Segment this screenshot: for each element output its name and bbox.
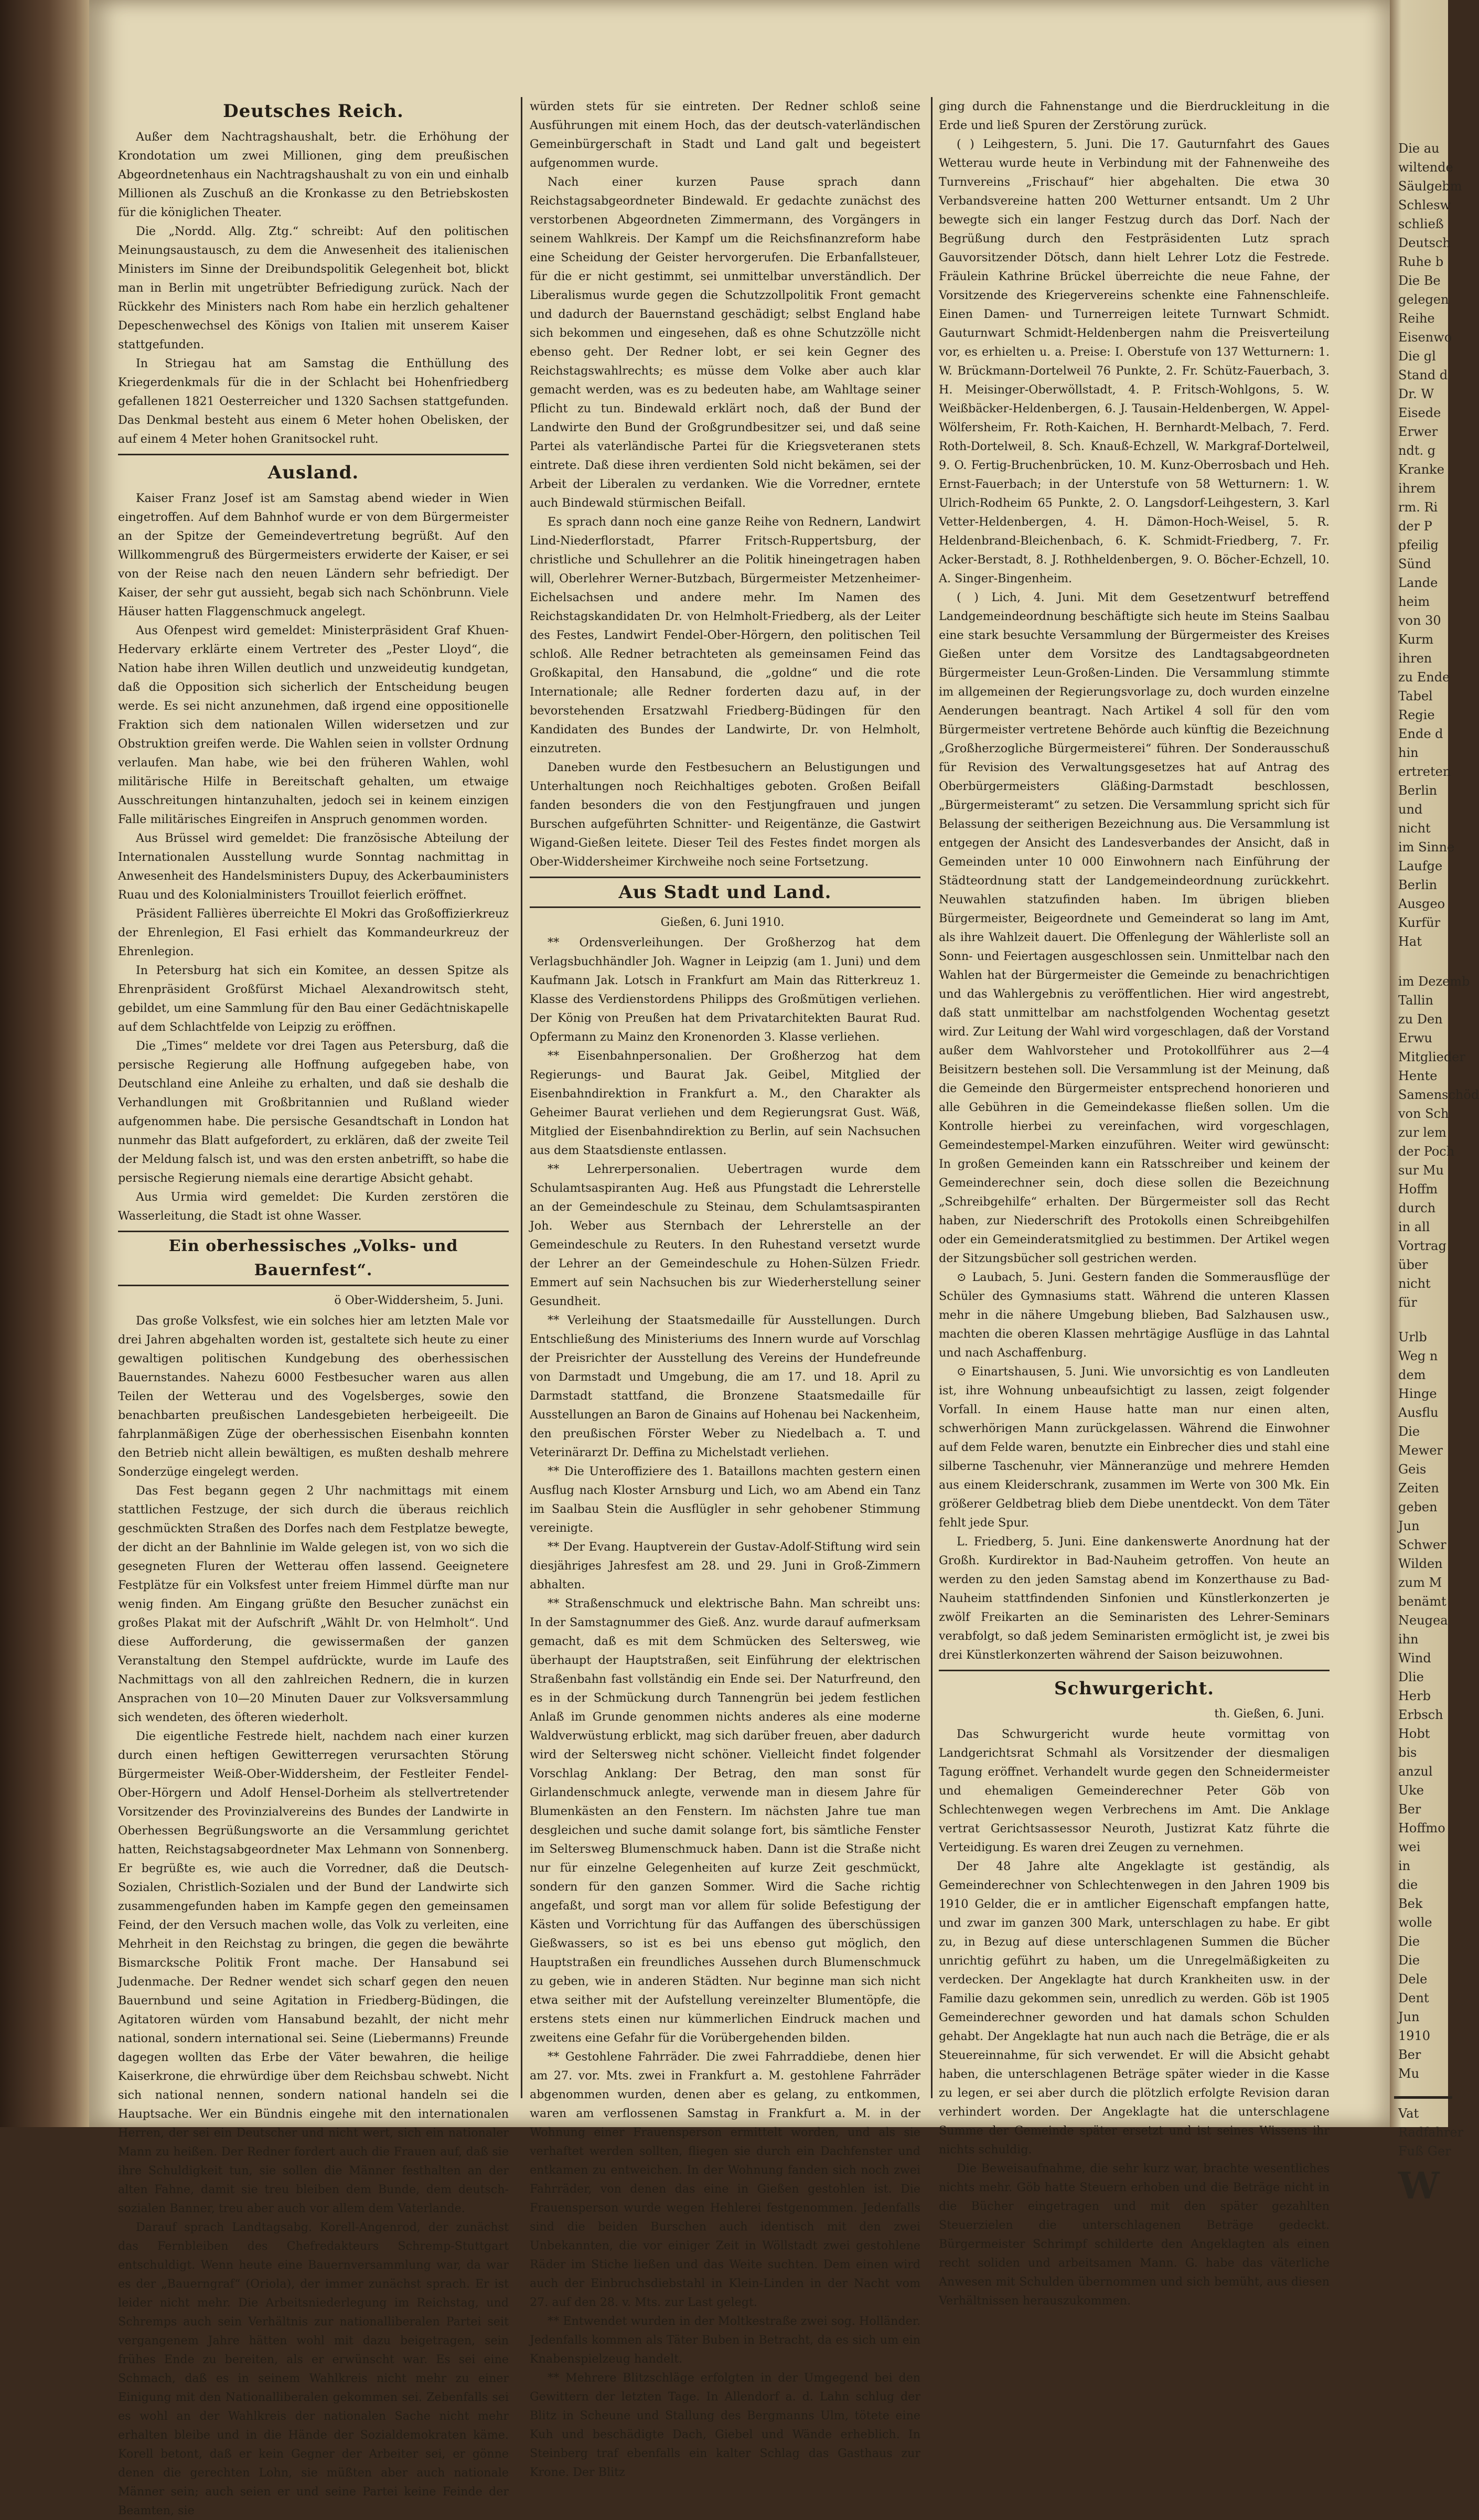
section-heading-aus-stadt-und-land: Aus Stadt und Land. (530, 877, 920, 908)
adjacent-page-fragment: zur lem (1398, 1125, 1446, 1140)
adjacent-page-fragment: Hente (1398, 1069, 1438, 1083)
news-item: ( ) Leihgestern, 5. Juni. Die 17. Gauturnfahrt des Gaues Wetterau wurde heute in Verbindung mit der Fahnenweihe des Turnvereins „Frischauf“ hier abgehalten. Die etwa 30 Verbandsvereine hatten 200 Wetturner entsandt. Um 2 Uhr bewegte sich ein langer Festzug durch das Dorf. Nach der Begrüßung durch den Festpräsidenten Lutz sprach Gauvorsitzender Dötsch, dann hielt Lehrer Lotz die Festrede. Fräulein Kathrine Brückel überreichte die neue Fahne, der Vorsitzende des Kriegervereins schenkte eine Fahnenschleife. Einen Damen- und Turnerreigen leitete Turnwart Schmidt. Gauturnwart Schmidt-Heldenbergen nahm die Preisverteilung vor, es erhielten u. a. Preise: I. Oberstufe von 137 Wetturnern: 1. W. Brückmann-Dortelweil 76 Punkte, 2. Fr. Schütz-Fauerbach, 3. H. Meisinger-Oberwöllstadt, 4. P. Fritsch-Wohlgons, 5. W. Weißbäcker-Heldenbergen, 6. J. Tausain-Heldenbergen, W. Appel-Wölfersheim, Fr. Roth-Kaichen, H. Bernhardt-Melbach, 7. Ferd. Roth-Dortelweil, 8. Sch. Knauß-Echzell, W. Markgraf-Dortelweil, 9. O. Fertig-Bruchenbrücken, 10. M. Kunz-Oberrosbach und Heh. Ernst-Fauerbach; in der Unterstufe von 58 Wetturnern: 1. W. Ulrich-Rodheim 65 Punkte, 2. O. Langsdorf-Leihgestern, 3. Karl Vetter-Heldenbergen, 4. H. Dämon-Hoch-Weisel, 5. R. Heldenbrand-Bleichenbach, 6. K. Schmidt-Friedberg, 7. Fr. Acker-Berstadt, 8. J. Rothheldenbergen, 9. O. Böcher-Echzell, 10. A. Singer-Bingenheim. (939, 137, 1330, 585)
section-divider (939, 1670, 1330, 1671)
news-item: ** Mehrere Blitzschläge erfolgten in der Umgegend bei den Gewittern der letzten Tage. In Allendorf a. d. Lahn schlug der Blitz in Scheune und Stallung des Bergmanns Ulm, tötete eine Kuh und beschädigte Dach, Giebel und Wände erheblich. In Steinberg traf ebenfalls ein kalter Schlag das Gasthaus zur Krone. Der Blitz (530, 2371, 920, 2479)
adjacent-page-fragment: Ausgeo (1398, 896, 1445, 911)
article-paragraph: In Striegau hat am Samstag die Enthüllung des Kriegerdenkmals für die in der Schlacht bei Hohenfriedberg gefallenen 1821 Oesterreicher und 1320 Sachsen stattgefunden. Das Denkmal besteht aus einem 6 Meter hohen Obelisken, der auf einem 4 Meter hohen Granitsockel ruht. (118, 357, 509, 446)
adjacent-page-fragment: Schwer (1398, 1537, 1446, 1552)
adjacent-page-fragment: Hat (1398, 934, 1422, 949)
news-item: ** Gestohlene Fahrräder. Die zwei Fahrraddiebe, denen hier am 27. vor. Mts. zwei in Frankfurt a. M. gestohlene Fahrräder abgenommen wurden, denen aber es gelang, zu entkommen, waren am verflossenen Samstag in Frankfurt a. M. in der Wohnung einer Frauensperson ermittelt worden, und als sie verhaftet werden sollten, fliegen sie durch ein Dachfenster und entkamen zu entweichen. In der Wohnung fanden sich noch zwei Fahrräder, von denen das eine in Gießen gestohlen ist. Die Frauensperson wurde wegen Hehlerei festgenommen. Jedenfalls sind die beiden Burschen auch identisch mit den zwei Unbekannten, die vor einiger Zeit in Wöllstadt zwei gestohlene Räder im Stiche ließen und das Weite suchten. Dem einen wird auch der Einbruchsdiebstahl in Klein-Linden in der Nacht vom 27. auf den 28. v. Mts. zur Last gelegt. (530, 2050, 920, 2309)
adjacent-page-fragment: hin (1398, 745, 1419, 760)
adjacent-page-fragment: der Poch (1398, 1144, 1455, 1159)
adjacent-page-fragment: Ruhe b (1398, 254, 1444, 269)
adjacent-page-fragment: Die (1398, 1424, 1420, 1439)
adjacent-page-fragment: wolle (1398, 1915, 1432, 1930)
adjacent-page-fragment: anzul (1398, 1764, 1433, 1779)
adjacent-page-fragment: Zeiten (1398, 1481, 1439, 1496)
adjacent-page-fragment: Jun (1398, 2010, 1420, 2024)
dateline: th. Gießen, 6. Juni. (1214, 1707, 1324, 1721)
adjacent-page-fragment: Mitglieder (1398, 1050, 1465, 1064)
adjacent-page-fragment: für (1398, 1295, 1417, 1310)
adjacent-page-fragment: Die au (1398, 141, 1440, 156)
adjacent-page-fragment: durch (1398, 1201, 1436, 1215)
adjacent-page-fragment: Jun (1398, 1519, 1420, 1533)
article-paragraph: Die eigentliche Festrede hielt, nachdem nach einer kurzen durch einen heftigen Gewitterregen verursachten Störung Bürgermeister Weiß-Ober-Widdersheim, der Festleiter Fendel-Ober-Hörgern und Adolf Hensel-Dorheim als stellvertretender Vorsitzender des Provinzialvereins des Bundes der Landwirte in Oberhessen Begrüßungsworte an die Versammlung gerichtet hatten, Reichstagsabgeordneter Max Lehmann von Sonnenberg. Er begrüßte es, wie auch die Vorredner, daß die Deutsch-Sozialen, Christlich-Sozialen und der Bund der Landwirte sich zusammengefunden haben im Kampfe gegen den gemeinsamen Feind, der den Versuch machen wolle, das Volk zu verleiten, eine Mehrheit in den Reichstag zu bringen, die gegen die bewährte Bismarcksche Politik Front mache. Der Hansabund sei Judenmache. Der Redner wendet sich scharf gegen den neuen Bauernbund und seine Agitation in Friedberg-Büdingen, die Agitatoren würden vom Hansabund bezahlt, der nicht mehr national, sondern international sei. Seine (Liebermanns) Freunde dagegen wollten das Erbe der Väter bewahren, die heilige Kaiserkrone, die ehrwürdige über dem Reichsbau schwebt. Nicht sich national nennen, sondern national handeln sei die Hauptsache. Wer ein Bündnis eingehe mit den internationalen Herren, der sei ein Deutscher und nicht wert, sich ein nationaler Mann zu heißen. Der Redner fordert auch die Frauen auf, daß sie ihre Schuldigkeit tun, sie sollen die Männer festhalten an der alten Fahne, damit sie treu bleiben dem Bunde, dem deutsch-sozialen Banner, treu aber auch vor allem dem Vaterlande. (118, 1729, 509, 2215)
adjacent-page-fragment: Ber (1398, 1802, 1421, 1817)
adjacent-page-fragment: in (1398, 1859, 1411, 1873)
article-heading-volksfest: Ein oberhessisches „Volks- und Bauernfest“. (118, 1231, 509, 1286)
article-paragraph: Aus Ofenpest wird gemeldet: Ministerpräsident Graf Khuen-Hedervary erklärte einem Vertreter des „Pester Lloyd“, die Nation habe ihren Willen deutlich und unzweideutig kundgetan, daß die Opposition sich sicherlich der Entscheidung beugen werde. Es sei nicht anzunehmen, daß irgend eine oppositionelle Fraktion sich dem nationalen Willen widersetzen und zur Obstruktion greifen werde. Die Wahlen seien in vollster Ordnung verlaufen. Man habe, wie bei den früheren Wahlen, wohl militärische Hilfe in Bereitschaft gehalten, um etwaige Ausschreitungen hintanzuhalten, jedoch sei in keinem einzigen Falle militärisches Eingreifen in Anspruch genommen worden. (118, 624, 509, 826)
adjacent-page-fragment: Hinge (1398, 1386, 1437, 1401)
column-3 (939, 97, 1330, 2308)
adjacent-page-fragment: Dent (1398, 1991, 1429, 2005)
article-paragraph: Das Schwurgericht wurde heute vormittag von Landgerichtsrat Schmahl als Vorsitzender der diesmaligen Tagung eröffnet. Verhandelt wurde gegen den Schneidermeister und ehemaligen Gemeinderechner Peter Göb von Schlechtenwegen wegen Verbrechens im Amt. Die Anklage vertrat Gerichtsassessor Neuroth, Justizrat Katz führte die Verteidigung. Es waren drei Zeugen zu vernehmen. (939, 1727, 1330, 1854)
article-paragraph: Die „Times“ meldete vor drei Tagen aus Petersburg, daß die persische Regierung alle Hoffnung aufgegeben habe, von Deutschland eine Anleihe zu erhalten, und daß sie deshalb die Verhandlungen mit Großbritannien und Rußland wieder aufgenommen habe. Die persische Gesandtschaft in London hat nunmehr das Blatt aufgefordert, zu erklären, daß der zweite Teil der Meldung falsch ist, und was den ersten anbetrifft, so habe die persische Regierung niemals eine derartige Absicht gehabt. (118, 1039, 509, 1185)
adjacent-page-fragment: der P (1398, 519, 1432, 533)
book-binding (0, 0, 89, 2127)
adjacent-page-fragment: Eisenwo (1398, 330, 1452, 345)
column-divider (521, 97, 522, 2098)
adjacent-page-fragment: Berlin (1398, 878, 1438, 892)
section-heading-ausland: Ausland. (267, 462, 359, 483)
adjacent-page-fragment: Neugea (1398, 1613, 1448, 1628)
adjacent-page-fragment: Bek (1398, 1896, 1423, 1911)
adjacent-page-fragment: Tabel (1398, 689, 1433, 703)
adjacent-page-fragment: im Dezemb (1398, 974, 1470, 989)
adjacent-page-fragment: von 30 (1398, 613, 1441, 628)
adjacent-page-fragment: Ausflu (1398, 1405, 1439, 1420)
adjacent-page-fragment: Hoffmo (1398, 1821, 1445, 1835)
section-heading-schwurgericht: Schwurgericht. (1054, 1678, 1215, 1699)
adjacent-page-fragment: benämt (1398, 1594, 1446, 1609)
adjacent-page-fragment: Kurfür (1398, 915, 1441, 930)
news-item: ** Eisenbahnpersonalien. Der Großherzog hat dem Regierungs- und Baurat Jak. Geibel, Mitglied der Eisenbahndirektion in Frankfurt a. M., den Charakter als Geheimer Baurat verliehen und dem Regierungsrat Gust. Wäß, Mitglied der Eisenbahndirektion zu Berlin, auf sein Nachsuchen aus dem Staatsdienste entlassen. (530, 1049, 920, 1157)
section-heading-deutsches-reich: Deutsches Reich. (223, 101, 404, 122)
adjacent-page-fragment: Die gl (1398, 349, 1436, 364)
adjacent-page-fragment: Wilden (1398, 1556, 1443, 1571)
news-item: ** Entwendet wurden in der Moltkestraße zwei sog. Holländer. Jedenfalls kommen als Täter Buben in Betracht, da es sich um ein Knabenspielzeug handelt. (530, 2314, 920, 2366)
adjacent-page-fragment: Erbsch (1398, 1707, 1443, 1722)
news-item: ⊙ Laubach, 5. Juni. Gestern fanden die Sommerausflüge der Schüler des Gymnasiums statt. Während die unteren Klassen mehr in die nähere Umgebung blieben, Bad Salzhausen usw., machten die oberen Klassen mehrtägige Ausflüge in das Lahntal und nach Aschaffenburg. (939, 1270, 1330, 1360)
adjacent-page-fragment: Mu (1398, 2066, 1420, 2081)
adjacent-page-fragment: Reihe (1398, 311, 1435, 326)
adjacent-page-fragment: Die (1398, 1953, 1420, 1968)
adjacent-page-fragment: Erwu (1398, 1031, 1432, 1045)
adjacent-page-fragment: Erwer (1398, 424, 1438, 439)
dateline: Gießen, 6. Juni 1910. (660, 916, 785, 929)
article-paragraph: Nach einer kurzen Pause sprach dann Reichstagsabgeordneter Bindewald. Er gedachte zunächst des verstorbenen Abgeordneten Zimmermann, des Vorgängers in seinem Wahlkreis. Der Kampf um die Reichsfinanzreform habe eine Scheidung der Geister hervorgerufen. Die Erbanfallsteuer, für die er nicht gestimmt, sei unmittelbar unverständlich. Der Liberalismus wurde gegen die Schutzzollpolitik Front gemacht und dadurch der Bauernstand geschädigt; selbst England habe sich bekommen und eingesehen, daß es ohne Schutzzölle nicht ebenso geht. Der Redner lobt, er sei kein Gegner des Reichstagswahlrechts; es müsse dem Volke aber auch klar gemacht werden, was es zu bedeuten habe, am Wahltage seiner Pflicht zu tun. Bindewald erklärt noch, daß der Bund der Landwirte den Bund der Großgrundbesitzer sei, und daß seine Partei als vaterländische Partei für die Kriegsveteranen stets eintrete. Daß diese ihren verdienten Sold nicht bekämen, sei der Arbeit der Liberalen zu verdanken. Wie die Vorredner, erntete auch Bindewald stürmischen Beifall. (530, 175, 920, 510)
adjacent-page-fragment: Urlb (1398, 1330, 1427, 1344)
adjacent-page-fragment: Eisede (1398, 405, 1441, 420)
adjacent-page-fragment: sur Mu (1398, 1163, 1444, 1178)
adjacent-page-fragment: Vortrag (1398, 1238, 1446, 1253)
article-paragraph: Das große Volksfest, wie ein solches hier am letzten Male vor drei Jahren abgehalten worden ist, gestaltete sich heute zu einer gewaltigen politischen Kundgebung des oberhessischen Bauernstandes. Nahezu 6000 Festbesucher waren aus allen Teilen der Wetterau und des Vogelsberges, sowie den benachbarten preußischen Landesgebieten herbeigeeilt. Die fahrplanmäßigen Züge der oberhessischen Eisenbahn konnten den Betrieb nicht allein bewältigen, es mußten deshalb mehrere Sonderzüge eingelegt werden. (118, 1314, 509, 1479)
dateline: ö Ober-Widdersheim, 5. Juni. (334, 1294, 503, 1307)
adjacent-page-fragment: wei (1398, 1840, 1421, 1854)
column-2 (530, 97, 920, 2479)
news-item: ( ) Lich, 4. Juni. Mit dem Gesetzentwurf betreffend Landgemeindeordnung beschäftigte sich heute im Steins Saalbau eine stark besuchte Versammlung der Bürgermeister des Kreises Gießen unter dem Vorsitze des Landtagsabgeordneten Bürgermeister Leun-Großen-Linden. Die Versammlung stimmte im allgemeinen der Regierungsvorlage zu, doch wurden einzelne Aenderungen beantragt. Nach Artikel 4 soll für den vom Bürgermeister vertretene Behörde auch künftig die Bezeichnung „Großherzogliche Bürgermeisterei“ führen. Der Sonderausschuß für Revision des Verwaltungsgesetzes hat auf Antrag des Oberbürgermeisters Gläßing-Darmstadt beschlossen, „Bürgermeisteramt“ zu setzen. Die Versammlung spricht sich für Belassung der seitherigen Bezeichnung aus. Die Versammlung ist entgegen der Ansicht des Landesverbandes der Ansicht, daß in Gemeinden unter 10 000 Einwohnern nach Einführung der Städteordnung statt der Landgemeindeordnung zurückkehrt. Neuwahlen statzufinden haben. Im übrigen blieben Bürgermeister, Beigeordnete und Gemeinderat so lang im Amt, als ihre Wahlzeit dauert. Die Offenlegung der Wählerliste soll an Sonn- und Feiertagen ausgeschlossen sein. Unmittelbar nach den Wahlen hat der Bürgermeister die Gemeinde zu benachrichtigen und das Wahlergebnis zu veröffentlichen. Hier wird angestrebt, daß statt unmittelbar am nachstfolgenden Wochentag gesetzt wird. Zur Leitung der Wahl wird vorgeschlagen, daß der Vorstand außer dem Wahlvorsteher und Protokollführer aus 2—4 Beisitzern bestehen soll. Die Versammlung ist der Meinung, daß die Gemeinde den Bürgermeister entsprechend honorieren und alle Gebühren in die Gemeindekasse fließen sollen. Um die Kontrolle hierbei zu vereinfachen, wird vorgeschlagen, Gemeindestempel-Marken einzuführen. Weiter wird gewünscht: In großen Gemeinden kann ein Ratsschreiber und keinem der Gemeinderechner sein, doch diese sollen die Bezeichnung „Schreibgehilfe“ erhalten. Der Bürgermeister soll das Recht haben, zur Niederschrift des Protokolls einen Schreibgehilfen oder ein Gemeinderatsmitglied zu bestimmen. Der Artikel wegen der Sitzungsbücher soll gestrichen werden. (939, 591, 1330, 1265)
article-paragraph: Aus Urmia wird gemeldet: Die Kurden zerstören die Wasserleitung, die Stadt ist ohne Wasser. (118, 1190, 509, 1223)
adjacent-page-fragment: Schlesw (1398, 198, 1451, 212)
adjacent-page-fragment: und (1398, 802, 1423, 817)
adjacent-page-fragment: Herb (1398, 1689, 1431, 1703)
adjacent-page-fragment: Stand d (1398, 368, 1448, 382)
adjacent-page-fragment: Dlie (1398, 1670, 1424, 1684)
article-paragraph: Kaiser Franz Josef ist am Samstag abend wieder in Wien eingetroffen. Auf dem Bahnhof wurde er von dem Bürgermeister an der Spitze der Gemeindevertretung begrüßt. Auf den Willkommengruß des Bürgermeisters erwiderte der Kaiser, er sei von der Reise nach den neuen Ländern sehr befriedigt. Der Kaiser, der sehr gut aussieht, begab sich nach Schönbrunn. Viele Häuser hatten Flaggenschmuck angelegt. (118, 492, 509, 618)
adjacent-page-fragment: Die (1398, 1934, 1420, 1949)
news-item: ** Die Unteroffiziere des 1. Bataillons machten gestern einen Ausflug nach Kloster Arnsburg und Lich, wo am Abend ein Tanz im Saalbau Stein die Ausflügler in sehr gehobener Stimmung vereinigte. (530, 1465, 920, 1535)
adjacent-page-fragment: Deutsch (1398, 236, 1451, 250)
adjacent-page-fragment: Wind (1398, 1651, 1431, 1665)
adjacent-page-fragment: im Sinne (1398, 840, 1455, 855)
news-item: ** Verleihung der Staatsmedaille für Ausstellungen. Durch Entschließung des Ministeriums des Innern wurde auf Vorschlag der Preisrichter der Ausstellung des Vereins der Hundefreunde von Darmstadt und Umgebung, die am 17. und 18. April zu Darmstadt stattfand, die Bronzene Staatsmedaille für Ausstellungen an Baron de Ginains auf Hohenau bei Nackenheim, den preußischen Förster Weber zu Niedelbach a. T. und Veterinärarzt Dr. Deffina zu Michelstadt verliehen. (530, 1314, 920, 1459)
news-item: ** Der Evang. Hauptverein der Gustav-Adolf-Stiftung wird sein diesjähriges Jahresfest am 28. und 29. Juni in Groß-Zimmern abhalten. (530, 1540, 920, 1592)
adjacent-page-fragment: Sünd (1398, 557, 1431, 571)
adjacent-page-fragment: bis (1398, 1745, 1417, 1760)
article-paragraph: Die Beweisaufnahme, die sehr kurz war, brachte wesentliches nichts mehr. Göb hatte Steuern erhoben und die Beträge nicht in die Bücher eingetragen und mit den später gezahlten Steuerzielen die unterschlagenen Beträge gedeckt. Bürgermeister Schrimpf schilderte den Angeklagten als einen recht soliden und arbeitsamen Mann. G. habe das väterliche Anwesen mit Schulden übernommen und sich bemüht, aus diesen Verhältnissen herauszukommen. (939, 2162, 1330, 2308)
adjacent-page-fragment: zu Ende (1398, 670, 1450, 685)
adjacent-page-fragment: wiltende (1398, 160, 1453, 175)
article-paragraph: Der 48 Jahre alte Angeklagte ist geständig, als Gemeinderechner von Schlechtenwegen in den Jahren 1909 bis 1910 Gelder, die er in amtlicher Eigenschaft empfangen hatte, und zwar im ganzen 300 Mark, unterschlagen zu habe. Er gibt zu, in Bezug auf diese unterschlagenen Summen die Bücher unrichtig geführt zu haben, um die Unregelmäßigkeiten zu verdecken. Der Angeklagte hat durch Krankheiten usw. in der Familie dazu gekommen sein, unredlich zu werden. Göb ist 1905 Gemeinderechner geworden und hat damals schon Schulden gehabt. Der Angeklagte hat nun auch nach die Beträge, die er als Steuereinnahme, für sich verwendet. Er will die Absicht gehabt haben, die unterschlagenen Beträge später wieder in die Kasse zu legen, er sei aber durch die plötzlich erfolgte Revision daran verhindert worden. Der Angeklagte hat die unterschlagene Summe der Gemeinde später ersetzt und ist seines Wissens ihr nichts schuldig. (939, 1860, 1330, 2156)
adjacent-page-fragment: zum M (1398, 1575, 1442, 1590)
adjacent-page-fragment: geben (1398, 1500, 1438, 1514)
adjacent-page-fragment: 1910 (1398, 2028, 1431, 2043)
adjacent-page-text (1394, 0, 1479, 2207)
adjacent-page-fragment: von Sch (1398, 1106, 1449, 1121)
adjacent-page-fragment: Samenschöd (1398, 1087, 1479, 1102)
adjacent-page-fragment: nicht (1398, 821, 1431, 836)
article-paragraph: Darauf sprach Landtagsabg. Korell-Angenrod, der zunächst das Fernbleiben des Chefredakteurs Schremp-Stuttgart entschuldigt. Wenn heute eine Bauernversammlung war, da war es der „Bauerngraf“ (Oriola), der immer zunächst sprach. Er ist leider nicht mehr. Die Arbeitsniederlegung im Reichstag, und Schremps auch sein Verhältnis zur nationalliberalen Partei seit vergangenem Jahre hätten wohl mit dazu beigetragen, sein frühes Ende zu bereiten, als er erwünscht war. Es sei eine Schmach, daß es in seinem Wahlkreis nicht mehr zu einer Einigung mit den Nationalliberalen gekommen sei. Zebenfalls sei es wohl an der Wahlkreis der nationalen Sache nicht mehr erhalten bleibe und in die Hände der Sozialdemokraten käme. Korell betont, daß er kein Gegner der Arbeiter sei, er gönne denen die gerechten Lohn, sie müßten aber auch nationale Männer sein; auch seien er und seine Partei keine Feinde der Beamten, sie (118, 2220, 509, 2517)
adjacent-page-ad-fragment: Radfahrer (1398, 2125, 1464, 2140)
adjacent-page-fragment: Säulgebm (1398, 179, 1462, 194)
article-paragraph: würden stets für sie eintreten. Der Redner schloß seine Ausführungen mit einem Hoch, das der deutsch-vaterländischen Gemeinbürgerschaft in Stadt und Land galt und begeistert aufgenommen wurde. (530, 100, 920, 170)
adjacent-page-ad-fragment: Vat (1398, 2106, 1419, 2121)
article-paragraph: Außer dem Nachtragshaushalt, betr. die Erhöhung der Krondotation um zwei Millionen, ging dem preußischen Abgeordnetenhaus ein Nachtragshaushalt zu von ein und einhalb Millionen als Zuschuß an die Kronkasse zu den Betriebskosten für die königlichen Theater. (118, 130, 509, 219)
article-paragraph: Die „Nordd. Allg. Ztg.“ schreibt: Auf den politischen Meinungsaustausch, zu dem die Anwesenheit des italienischen Ministers im Sinne der Dreibundspolitik Gelegenheit bot, blickt man in Berlin mit ungetrübter Befriedigung zurück. Nach der Rückkehr des Ministers nach Rom habe ein herzlich gehaltener Depeschenwechsel des Königs von Italien mit unserem Kaiser stattgefunden. (118, 225, 509, 351)
adjacent-page-fragment: Kurm (1398, 632, 1434, 647)
adjacent-page-fragment: ihn (1398, 1632, 1419, 1647)
adjacent-page-fragment: pfeilig (1398, 538, 1439, 552)
article-paragraph: Aus Brüssel wird gemeldet: Die französische Abteilung der Internationalen Ausstellung wurde Sonntag nachmittag in Anwesenheit des Handelsministers Dupuy, des Ackerbauministers Ruau und des Kolonialministers Trouillot feierlich eröffnet. (118, 831, 509, 902)
news-item: L. Friedberg, 5. Juni. Eine dankenswerte Anordnung hat der Großh. Kurdirektor in Bad-Nauheim getroffen. Von heute an werden zu den jeden Samstag abend im Konzerthause zu Bad-Nauheim stattfindenden Sinfonien und Künstlerkonzerten je zwölf Freikarten an die Seminaristen des Lehrer-Seminars verabfolgt, so daß jedem Seminaristen ermöglicht ist, je zwei bis drei Künstlerkonzerten während der Saison beizuwohnen. (939, 1535, 1330, 1662)
adjacent-page-fragment: Berlin (1398, 783, 1438, 798)
adjacent-page-fragment: Hobt (1398, 1726, 1430, 1741)
adjacent-page-ad-fragment: Fuß Ger (1398, 2144, 1451, 2159)
adjacent-page-fragment: rm. Ri (1398, 500, 1438, 515)
news-item: ⊙ Einartshausen, 5. Juni. Wie unvorsichtig es von Landleuten ist, ihre Wohnung unbeaufsichtigt zu lassen, zeigt folgender Vorfall. In einem Hause hatte man nur einen alten, schwerhörigen Mann zurückgelassen. Während die Einwohner auf dem Felde waren, benutzte ein Einbrecher dies und stahl eine silberne Taschenuhr, vier Männeranzüge und mehrere Hemden aus einem Kleiderschrank, zusammen im Werte von 300 Mk. Ein größerer Geldbetrag blieb dem Diebe unentdeckt. Von dem Täter fehlt jede Spur. (939, 1365, 1330, 1530)
adjacent-page-fragment: in all (1398, 1220, 1430, 1234)
adjacent-page-fragment: nicht (1398, 1276, 1431, 1291)
adjacent-page-fragment: Kranke (1398, 462, 1444, 477)
article-paragraph: Das Fest begann gegen 2 Uhr nachmittags mit einem stattlichen Festzuge, der sich durch die überaus reichlich geschmückten Straßen des Dorfes nach dem Festplatze bewegte, der dicht an der Bahnlinie im Walde gelegen ist, von wo sich die gesegneten Fluren der Wetterau offen lassend. Geeignetere Festplätze für ein Volksfest unter freiem Himmel dürfte man nur wenig finden. Am Eingang grüßte den Besucher zunächst ein großes Plakat mit der Aufschrift „Wählt Dr. von Helmholt“. Und diese Aufforderung, die gewissermaßen der ganzen Veranstaltung den Stempel aufdrückte, wurde im Laufe des Nachmittags von all den zahlreichen Rednern, die in kurzen Ansprachen von 10—20 Minuten Dauer zur Volksversammlung sich wendeten, des öfteren wiederholt. (118, 1484, 509, 1724)
article-paragraph: Präsident Fallières überreichte El Mokri das Großoffizierkreuz der Ehrenlegion, El Fasi erhielt das Kommandeurkreuz der Ehrenlegion. (118, 907, 509, 958)
adjacent-page-fragment: Mewer (1398, 1443, 1443, 1458)
news-item: ** Straßenschmuck und elektrische Bahn. Man schreibt uns: In der Samstagnummer des Gieß. Anz. wurde darauf aufmerksam gemacht, daß es mit dem Schmücken des Seltersweg, wie überhaupt der Hauptstraßen, seit Einführung der elektrischen Straßenbahn fast vollständig ein Ende sei. Der Naturfreund, den es in der Schmückung durch Tannengrün bei jedem festlichen Anlaß im Grunde genommen nichts anderes als eine moderne Waldverwüstung erblickt, mag sich darüber freuen, aber dadurch wird der Seltersweg nicht schöner. Vielleicht findet folgender Vorschlag Anklang: Der Betrag, den man sonst für Girlandenschmuck anlegte, verwende man in diesem Jahre für Blumenkästen an den Fenstern. Im nächsten Jahre tue man desgleichen und suche damit solange fort, bis sämtliche Fenster im Seltersweg Blumenschmuck haben. Dann ist die Straße nicht nur für einzelne Gelegenheiten auf kurze Zeit geschmückt, sondern für den ganzen Sommer. Wird die Sache richtig angefaßt, und sorgt man vor allem für solide Befestigung der Kästen und Vorrichtung für das Auffangen des überschüssigen Gießwassers, so ist es bei uns ebenso gut möglich, den Hauptstraßen ein freundliches Aussehen durch Blumenschmuck zu geben, wie in anderen Städten. Nur beginne man sich nicht etwa seither mit der Aufstellung vereinzelter Blumentöpfe, die erstens stets einen nur kümmerlichen Eindruck machen und zweitens eine Gefahr für die Vorübergehenden bilden. (530, 1597, 920, 2045)
adjacent-page-fragment: heim (1398, 594, 1430, 609)
adjacent-page-fragment: ertreten (1398, 764, 1451, 779)
adjacent-page-rule (1394, 2096, 1452, 2099)
adjacent-page-fragment: Weg n (1398, 1349, 1438, 1363)
adjacent-page-fragment: dem (1398, 1368, 1426, 1382)
adjacent-page-fragment: über (1398, 1257, 1428, 1272)
adjacent-page-fragment: Regie (1398, 708, 1435, 722)
article-paragraph: In Petersburg hat sich ein Komitee, an dessen Spitze als Ehrenpräsident Großfürst Michael Alexandrowitsch steht, gebildet, um eine Sammlung für den Bau einer Gedächtniskapelle auf dem Schlachtfelde von Leipzig zu eröffnen. (118, 964, 509, 1034)
adjacent-page-ad-letter: W (1398, 2164, 1440, 2207)
article-paragraph: Es sprach dann noch eine ganze Reihe von Rednern, Landwirt Lind-Niederflorstadt, Pfarrer Fritsch-Ruppertsburg, der christliche und Schullehrer an die Politik hineingetragen haben will, Oberlehrer Werner-Butzbach, Bürgermeister Metzenheimer-Eichelsachsen und andere mehr. Im Namen des Reichstagskandidaten Dr. von Helmholt-Friedberg, als der Leiter des Festes, Landwirt Fendel-Ober-Hörgern, den politischen Teil schloß. Alle Redner betrachteten als gemeinsamen Feind das Großkapital, den Hansabund, die „goldne“ und die rote Internationale; alle Redner forderten dazu auf, in der bevorstehenden Ersatzwahl Friedberg-Büdingen für den Kandidaten des Bundes der Landwirte, Dr. von Helmholt, einzutreten. (530, 515, 920, 755)
adjacent-page-fragment: Ber (1398, 2047, 1421, 2062)
adjacent-page-fragment: Tallin (1398, 993, 1433, 1008)
adjacent-page-fragment: zu Den (1398, 1012, 1443, 1027)
news-item: ** Ordensverleihungen. Der Großherzog hat dem Verlagsbuchhändler Joh. Wagner in Leipzig (am 1. Juni) und dem Kaufmann Jak. Lotsch in Frankfurt am Main das Ritterkreuz 1. Klasse des Verdienstordens Philipps des Großmütigen verliehen. Der König von Preußen hat dem Privatarchitekten Baurat Rud. Opfermann zu Mainz den Kronenorden 3. Klasse verliehen. (530, 936, 920, 1044)
adjacent-page-fragment: Ende d (1398, 727, 1443, 741)
adjacent-page-fragment: Hoffm (1398, 1182, 1438, 1197)
adjacent-page-fragment: gelegen (1398, 292, 1449, 307)
adjacent-page-fragment: ihren (1398, 651, 1432, 666)
adjacent-page-fragment: Uke (1398, 1783, 1424, 1798)
adjacent-page-fragment: Dr. W (1398, 387, 1434, 401)
adjacent-page-fragment: die (1398, 1877, 1418, 1892)
column-1 (118, 97, 509, 2517)
adjacent-page-fragment: Dele (1398, 1972, 1428, 1987)
adjacent-page-fragment: ihrem (1398, 481, 1436, 496)
article-paragraph: Daneben wurde den Festbesuchern an Belustigungen und Unterhaltungen noch Reichhaltiges geboten. Großen Beifall fanden besonders die von den Festjungfrauen und jungen Burschen aufgeführten Schnitter- und Reigentänze, die Gastwirt Wigand-Gießen leitete. Dieser Teil des Festes findet morgen als Ober-Widdersheimer Kirchweihe noch seine Fortsetzung. (530, 761, 920, 869)
section-divider (118, 454, 509, 455)
adjacent-page-fragment: Lande (1398, 575, 1438, 590)
adjacent-page-fragment: schließ (1398, 217, 1444, 231)
adjacent-page-edge (1390, 0, 1479, 2207)
adjacent-page-fragment: Die Be (1398, 273, 1441, 288)
article-paragraph: ging durch die Fahnenstange und die Bierdruckleitung in die Erde und ließ Spuren der Zerstörung zurück. (939, 100, 1330, 132)
news-item: ** Lehrerpersonalien. Uebertragen wurde dem Schulamtsaspiranten Aug. Heß aus Pfungstadt die Lehrerstelle an der Gemeindeschule zu Steinau, dem Schulamtsaspiranten Joh. Weber aus Sternbach der Lehrerstelle an der Gemeindeschule zu Reuters. In den Ruhestand versetzt wurde der Lehrer an der Gemeindeschule zu Hohen-Sülzen Friedr. Emmert auf sein Nachsuchen bis zur Wiederherstellung seiner Gesundheit. (530, 1162, 920, 1308)
adjacent-page-fragment: Laufge (1398, 859, 1443, 873)
adjacent-page-fragment: Geis (1398, 1462, 1427, 1477)
column-divider (931, 97, 933, 2098)
adjacent-page-fragment: ndt. g (1398, 443, 1436, 458)
